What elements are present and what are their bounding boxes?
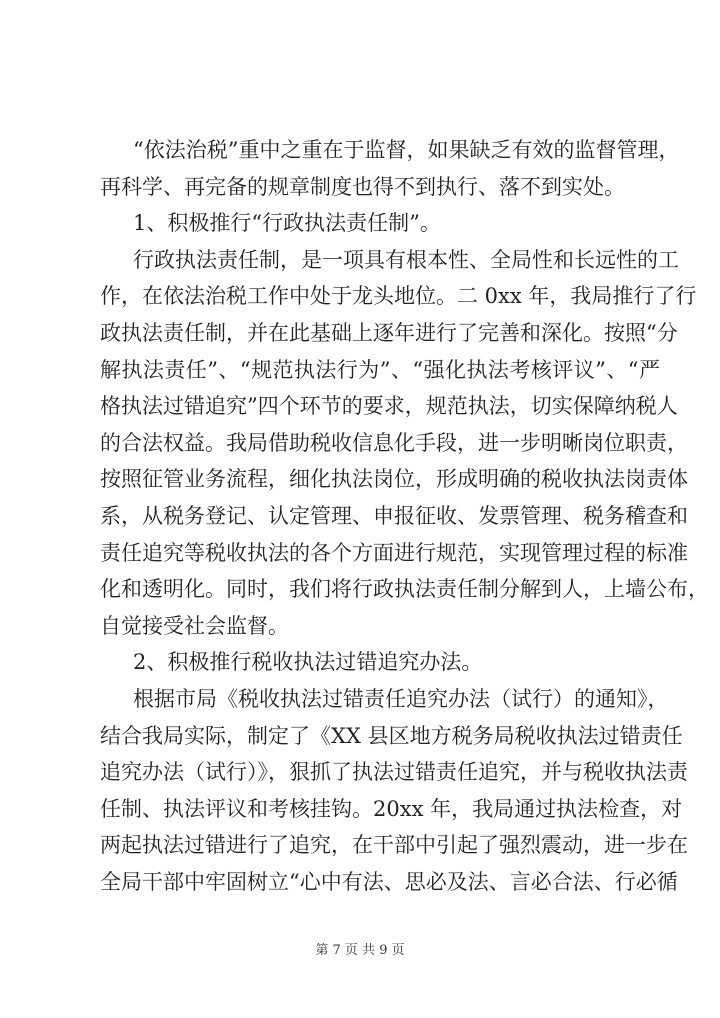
- text-line: 再科学、再完备的规章制度也得不到执行、落不到实处。: [100, 174, 625, 199]
- text-line: 结合我局实际，制定了《XX 县区地方税务局税收执法过错责任: [100, 723, 683, 748]
- text-line: 的合法权益。我局借助税收信息化手段，进一步明晰岗位职责，: [100, 430, 688, 455]
- text-line: 解执法责任”、“规范执法行为”、“强化执法考核评议”、“严: [100, 357, 660, 382]
- text-line: 追究办法（试行）》，狠抓了执法过错责任追究，并与税收执法责: [100, 760, 688, 785]
- text-line: 自觉接受社会监督。: [100, 613, 289, 638]
- text-line: 行政执法责任制，是一项具有根本性、全局性和长远性的工: [133, 247, 679, 272]
- text-line: “依法治税”重中之重在于监督，如果缺乏有效的监督管理，: [133, 138, 680, 162]
- text-line: 全局干部中牢固树立“心中有法、思必及法、言必合法、行必循: [100, 870, 678, 894]
- text-line: 系，从税务登记、认定管理、申报征收、发票管理、税务稽查和: [100, 504, 688, 528]
- text-line: 两起执法过错进行了追究，在干部中引起了强烈震动，进一步在: [100, 833, 688, 858]
- text-line: 任制、执法评议和考核挂钩。20xx 年，我局通过执法检查，对: [100, 796, 683, 821]
- page-footer: 第 7 页 共 9 页: [315, 943, 405, 958]
- text-line: 按照征管业务流程，细化执法岗位，形成明确的税收执法岗责体: [100, 467, 688, 492]
- text-line: 根据市局《税收执法过错责任追究办法（试行）的通知》，: [133, 687, 669, 711]
- text-line: 2、积极推行税收执法过错追究办法。: [133, 650, 483, 675]
- text-line: 责任追究等税收执法的各个方面进行规范，实现管理过程的标准: [100, 540, 688, 565]
- text-line: 作，在依法治税工作中处于龙头地位。二 0xx 年，我局推行了行: [100, 284, 697, 309]
- text-line: 化和透明化。同时，我们将行政执法责任制分解到人，上墙公布，: [100, 577, 709, 602]
- text-line: 1、积极推行“行政执法责任制”。: [133, 211, 441, 236]
- text-line: 格执法过错追究”四个环节的要求，规范执法，切实保障纳税人: [100, 394, 678, 419]
- text-line: 政执法责任制，并在此基础上逐年进行了完善和深化。按照“分: [100, 321, 678, 345]
